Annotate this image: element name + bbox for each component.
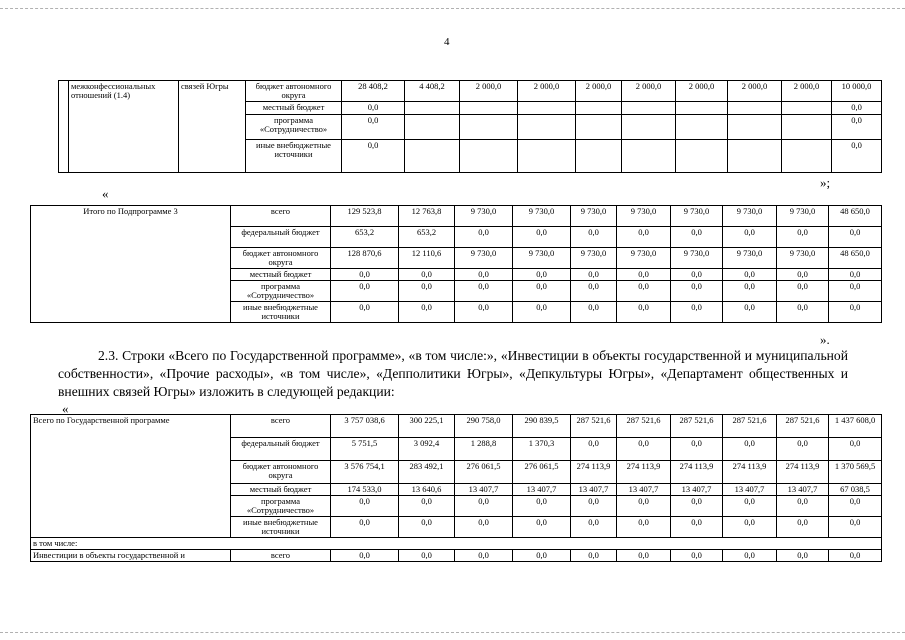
value-cell bbox=[622, 140, 676, 173]
value-cell bbox=[576, 102, 622, 115]
value-cell: 0,0 bbox=[331, 495, 399, 516]
value-cell: 0,0 bbox=[671, 269, 723, 281]
value-cell: 0,0 bbox=[671, 280, 723, 301]
value-cell: 13 407,7 bbox=[571, 484, 617, 496]
value-cell: 0,0 bbox=[571, 280, 617, 301]
value-cell: 0,0 bbox=[723, 269, 777, 281]
in-that-number-label: в том числе: bbox=[31, 537, 882, 549]
value-cell: 0,0 bbox=[777, 495, 829, 516]
subprogram-fragment-table bbox=[58, 80, 882, 173]
value-cell bbox=[405, 140, 460, 173]
value-cell: 0,0 bbox=[829, 516, 882, 537]
value-cell: 0,0 bbox=[777, 549, 829, 561]
value-cell: 0,0 bbox=[455, 549, 513, 561]
value-cell: 0,0 bbox=[455, 516, 513, 537]
source-label: местный бюджет bbox=[231, 484, 331, 496]
value-cell: 48 650,0 bbox=[829, 248, 882, 269]
source-label: федеральный бюджет bbox=[231, 227, 331, 248]
value-cell: 0,0 bbox=[617, 516, 671, 537]
source-label: всего bbox=[231, 206, 331, 227]
value-cell: 9 730,0 bbox=[617, 206, 671, 227]
source-label: иные внебюджетные источники bbox=[231, 516, 331, 537]
value-cell: 1 288,8 bbox=[455, 438, 513, 461]
value-cell: 274 113,9 bbox=[671, 461, 723, 484]
value-cell: 0,0 bbox=[399, 301, 455, 322]
value-cell: 0,0 bbox=[829, 495, 882, 516]
value-cell: 0,0 bbox=[571, 549, 617, 561]
value-cell bbox=[782, 102, 832, 115]
value-cell: 0,0 bbox=[777, 280, 829, 301]
value-cell: 9 730,0 bbox=[455, 206, 513, 227]
value-cell: 0,0 bbox=[617, 495, 671, 516]
value-cell: 0,0 bbox=[829, 301, 882, 322]
value-cell bbox=[405, 115, 460, 140]
close-quote-semicolon: »; bbox=[820, 175, 831, 190]
value-cell: 0,0 bbox=[829, 269, 882, 281]
value-cell bbox=[460, 102, 518, 115]
value-cell bbox=[676, 102, 728, 115]
value-cell: 0,0 bbox=[571, 438, 617, 461]
value-cell: 0,0 bbox=[455, 301, 513, 322]
value-cell: 0,0 bbox=[513, 280, 571, 301]
value-cell: 67 038,5 bbox=[829, 484, 882, 496]
value-cell: 10 000,0 bbox=[832, 81, 882, 102]
value-cell: 9 730,0 bbox=[571, 248, 617, 269]
value-cell bbox=[518, 102, 576, 115]
value-cell: 2 000,0 bbox=[728, 81, 782, 102]
value-cell: 287 521,6 bbox=[723, 415, 777, 438]
value-cell: 13 407,7 bbox=[617, 484, 671, 496]
value-cell: 0,0 bbox=[777, 301, 829, 322]
value-cell: 0,0 bbox=[331, 301, 399, 322]
value-cell bbox=[782, 140, 832, 173]
value-cell bbox=[576, 140, 622, 173]
value-cell: 13 407,7 bbox=[455, 484, 513, 496]
value-cell: 9 730,0 bbox=[671, 248, 723, 269]
table-row bbox=[31, 206, 882, 227]
value-cell: 283 492,1 bbox=[399, 461, 455, 484]
value-cell: 0,0 bbox=[331, 516, 399, 537]
value-cell: 1 437 608,0 bbox=[829, 415, 882, 438]
value-cell: 0,0 bbox=[342, 115, 405, 140]
value-cell: 0,0 bbox=[671, 227, 723, 248]
value-cell: 4 408,2 bbox=[405, 81, 460, 102]
value-cell: 0,0 bbox=[777, 227, 829, 248]
value-cell: 0,0 bbox=[513, 516, 571, 537]
value-cell: 12 110,6 bbox=[399, 248, 455, 269]
value-cell: 0,0 bbox=[571, 227, 617, 248]
blank-cell bbox=[59, 81, 69, 173]
value-cell: 0,0 bbox=[513, 269, 571, 281]
value-cell: 0,0 bbox=[617, 549, 671, 561]
value-cell: 290 839,5 bbox=[513, 415, 571, 438]
value-cell: 3 576 754,1 bbox=[331, 461, 399, 484]
source-label: местный бюджет bbox=[246, 102, 342, 115]
value-cell bbox=[676, 115, 728, 140]
value-cell: 287 521,6 bbox=[571, 415, 617, 438]
source-label: бюджет автономного округа bbox=[231, 248, 331, 269]
value-cell bbox=[518, 115, 576, 140]
value-cell: 174 533,0 bbox=[331, 484, 399, 496]
value-cell: 48 650,0 bbox=[829, 206, 882, 227]
value-cell: 0,0 bbox=[829, 438, 882, 461]
source-label: бюджет автономного округа bbox=[246, 81, 342, 102]
value-cell: 0,0 bbox=[829, 549, 882, 561]
value-cell: 0,0 bbox=[832, 102, 882, 115]
value-cell: 653,2 bbox=[399, 227, 455, 248]
value-cell: 0,0 bbox=[455, 227, 513, 248]
value-cell: 0,0 bbox=[671, 301, 723, 322]
source-label: программа «Сотрудничество» bbox=[231, 495, 331, 516]
value-cell bbox=[518, 140, 576, 173]
value-cell: 0,0 bbox=[571, 301, 617, 322]
close-quote-dot: ». bbox=[820, 332, 830, 347]
value-cell: 0,0 bbox=[455, 495, 513, 516]
value-cell: 287 521,6 bbox=[671, 415, 723, 438]
subprogram-3-total-table bbox=[30, 205, 882, 323]
value-cell: 5 751,5 bbox=[331, 438, 399, 461]
value-cell: 0,0 bbox=[723, 516, 777, 537]
state-program-total-table bbox=[30, 414, 882, 562]
paragraph-text: 2.3. Строки «Всего по Государственной программе», «в том числе:», «Инвестиции в объекты государственной и муниципальной собственности», «Прочие расходы», «в том числе», «Депполитики Югры», «Депкультуры Югры», «Департамент общественных и внешних связей Югры» изложить в следующей редакции: bbox=[58, 348, 848, 399]
value-cell: 0,0 bbox=[513, 301, 571, 322]
value-cell bbox=[460, 140, 518, 173]
value-cell: 13 407,7 bbox=[777, 484, 829, 496]
value-cell bbox=[622, 102, 676, 115]
value-cell: 0,0 bbox=[832, 115, 882, 140]
value-cell bbox=[405, 102, 460, 115]
value-cell: 0,0 bbox=[399, 516, 455, 537]
value-cell: 12 763,8 bbox=[399, 206, 455, 227]
value-cell: 2 000,0 bbox=[782, 81, 832, 102]
value-cell: 0,0 bbox=[455, 269, 513, 281]
value-cell bbox=[782, 115, 832, 140]
value-cell: 0,0 bbox=[513, 549, 571, 561]
value-cell: 274 113,9 bbox=[777, 461, 829, 484]
value-cell: 9 730,0 bbox=[671, 206, 723, 227]
value-cell: 0,0 bbox=[399, 280, 455, 301]
value-cell bbox=[728, 102, 782, 115]
value-cell: 0,0 bbox=[399, 495, 455, 516]
value-cell: 0,0 bbox=[723, 227, 777, 248]
value-cell: 28 408,2 bbox=[342, 81, 405, 102]
value-cell: 276 061,5 bbox=[513, 461, 571, 484]
row-title: Всего по Государственной программе bbox=[31, 415, 231, 538]
value-cell: 0,0 bbox=[777, 516, 829, 537]
value-cell: 0,0 bbox=[829, 227, 882, 248]
source-label: всего bbox=[231, 549, 331, 561]
value-cell: 128 870,6 bbox=[331, 248, 399, 269]
value-cell: 0,0 bbox=[617, 438, 671, 461]
value-cell: 9 730,0 bbox=[513, 206, 571, 227]
source-label: местный бюджет bbox=[231, 269, 331, 281]
value-cell: 9 730,0 bbox=[723, 248, 777, 269]
value-cell: 0,0 bbox=[399, 549, 455, 561]
table-row bbox=[31, 549, 882, 561]
value-cell: 2 000,0 bbox=[676, 81, 728, 102]
value-cell: 9 730,0 bbox=[513, 248, 571, 269]
value-cell: 274 113,9 bbox=[723, 461, 777, 484]
measure-name: межконфессиональных отношений (1.4) bbox=[69, 81, 179, 173]
value-cell: 653,2 bbox=[331, 227, 399, 248]
value-cell: 0,0 bbox=[571, 516, 617, 537]
table-row bbox=[31, 415, 882, 438]
value-cell: 276 061,5 bbox=[455, 461, 513, 484]
source-label: федеральный бюджет bbox=[231, 438, 331, 461]
value-cell: 0,0 bbox=[777, 269, 829, 281]
value-cell: 0,0 bbox=[723, 495, 777, 516]
value-cell: 9 730,0 bbox=[571, 206, 617, 227]
value-cell: 287 521,6 bbox=[617, 415, 671, 438]
value-cell: 0,0 bbox=[671, 549, 723, 561]
value-cell: 0,0 bbox=[832, 140, 882, 173]
value-cell: 274 113,9 bbox=[617, 461, 671, 484]
responsible-executor: связей Югры bbox=[179, 81, 246, 173]
value-cell: 0,0 bbox=[723, 280, 777, 301]
value-cell: 9 730,0 bbox=[617, 248, 671, 269]
value-cell: 0,0 bbox=[671, 516, 723, 537]
source-label: программа «Сотрудничество» bbox=[231, 280, 331, 301]
table-row bbox=[59, 81, 882, 102]
value-cell: 287 521,6 bbox=[777, 415, 829, 438]
value-cell: 0,0 bbox=[513, 495, 571, 516]
value-cell: 0,0 bbox=[455, 280, 513, 301]
value-cell bbox=[460, 115, 518, 140]
value-cell: 0,0 bbox=[777, 438, 829, 461]
value-cell: 0,0 bbox=[342, 102, 405, 115]
value-cell: 13 640,6 bbox=[399, 484, 455, 496]
table-row bbox=[31, 537, 882, 549]
value-cell: 0,0 bbox=[723, 549, 777, 561]
value-cell: 0,0 bbox=[342, 140, 405, 173]
value-cell: 0,0 bbox=[671, 495, 723, 516]
source-label: бюджет автономного округа bbox=[231, 461, 331, 484]
value-cell: 2 000,0 bbox=[518, 81, 576, 102]
value-cell: 0,0 bbox=[331, 549, 399, 561]
value-cell: 0,0 bbox=[571, 269, 617, 281]
value-cell: 13 407,7 bbox=[723, 484, 777, 496]
value-cell: 3 757 038,6 bbox=[331, 415, 399, 438]
value-cell: 300 225,1 bbox=[399, 415, 455, 438]
value-cell: 2 000,0 bbox=[460, 81, 518, 102]
row-title: Итого по Подпрограмме 3 bbox=[31, 206, 231, 323]
source-label: программа «Сотрудничество» bbox=[246, 115, 342, 140]
value-cell bbox=[676, 140, 728, 173]
value-cell: 9 730,0 bbox=[455, 248, 513, 269]
page-number: 4 bbox=[444, 36, 450, 48]
value-cell: 0,0 bbox=[723, 438, 777, 461]
value-cell: 3 092,4 bbox=[399, 438, 455, 461]
value-cell: 13 407,7 bbox=[671, 484, 723, 496]
value-cell: 9 730,0 bbox=[723, 206, 777, 227]
source-label: иные внебюджетные источники bbox=[246, 140, 342, 173]
value-cell: 2 000,0 bbox=[576, 81, 622, 102]
value-cell: 1 370 569,5 bbox=[829, 461, 882, 484]
value-cell: 0,0 bbox=[617, 269, 671, 281]
value-cell: 0,0 bbox=[513, 227, 571, 248]
value-cell: 0,0 bbox=[617, 301, 671, 322]
value-cell: 1 370,3 bbox=[513, 438, 571, 461]
value-cell: 9 730,0 bbox=[777, 248, 829, 269]
value-cell: 129 523,8 bbox=[331, 206, 399, 227]
source-label: иные внебюджетные источники bbox=[231, 301, 331, 322]
value-cell: 0,0 bbox=[671, 438, 723, 461]
value-cell: 13 407,7 bbox=[513, 484, 571, 496]
open-quote: « bbox=[102, 186, 109, 201]
value-cell: 0,0 bbox=[723, 301, 777, 322]
value-cell bbox=[576, 115, 622, 140]
value-cell bbox=[728, 115, 782, 140]
value-cell: 2 000,0 bbox=[622, 81, 676, 102]
value-cell: 0,0 bbox=[331, 269, 399, 281]
open-quote-2: « bbox=[62, 401, 69, 416]
value-cell: 0,0 bbox=[399, 269, 455, 281]
value-cell: 274 113,9 bbox=[571, 461, 617, 484]
value-cell: 0,0 bbox=[571, 495, 617, 516]
source-label: всего bbox=[231, 415, 331, 438]
value-cell: 0,0 bbox=[331, 280, 399, 301]
value-cell: 290 758,0 bbox=[455, 415, 513, 438]
value-cell: 9 730,0 bbox=[777, 206, 829, 227]
value-cell: 0,0 bbox=[617, 280, 671, 301]
investments-label: Инвестиции в объекты государственной и bbox=[31, 549, 231, 561]
value-cell bbox=[728, 140, 782, 173]
value-cell bbox=[622, 115, 676, 140]
value-cell: 0,0 bbox=[617, 227, 671, 248]
value-cell: 0,0 bbox=[829, 280, 882, 301]
amendment-paragraph bbox=[58, 347, 848, 401]
